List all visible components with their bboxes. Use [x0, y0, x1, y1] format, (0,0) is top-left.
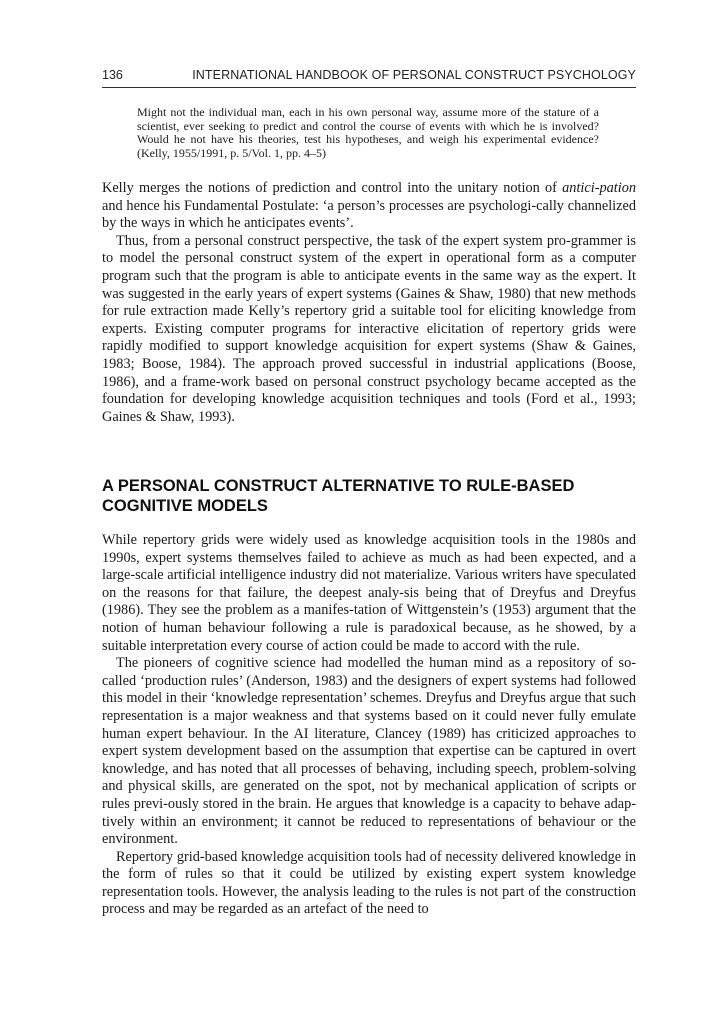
paragraph-text: Kelly merges the notions of prediction and control into the unitary notion of — [102, 180, 563, 196]
page-number: 136 — [102, 68, 123, 82]
paragraph: Repertory grid-based knowledge acquisition tools had of necessity delivered knowledge in the form of rules so that it could be utilized by existing expert system knowledge representation tools. However, the analysis leading to the rules is not part of the construction process and may be regarded as an artefact of the need to — [102, 848, 636, 918]
paragraph: While repertory grids were widely used as knowledge acquisition tools in the 1980s and 1990s, expert systems themselves failed to achieve as much as had been expected, and a large-scale artificial intelligence industry did not materialize. Various writers have speculated on the reasons for that failure, the deepest analy-sis being that of Dreyfus and Dreyfus (1986). They see the problem as a manifes-tation of Wittgenstein’s (1953) argument that the notion of human behaviour following a rule is paradoxical because, as he showed, by a suitable interpretation every course of action could be made to accord with the rule. — [102, 532, 636, 654]
section-heading — [102, 476, 636, 516]
running-title: INTERNATIONAL HANDBOOK OF PERSONAL CONSTRUCT PSYCHOLOGY — [192, 68, 636, 82]
paragraph — [102, 180, 636, 233]
italic-term: antici-pation — [562, 180, 636, 196]
block-quote: Might not the individual man, each in his own personal way, assume more of the stature of a scientist, ever seeking to predict and control the course of events with which he is involved? Would he not have his theories, test his hypotheses, and weigh his experimental evidence? (Kelly, 1955/1991, p. 5/Vol. 1, pp. 4–5) — [137, 105, 599, 160]
paragraph-text: and hence his Fundamental Postulate: ‘a person’s processes are psychologi-cally channelized by the ways in which he anticipates events’. — [102, 197, 636, 232]
paragraph: The pioneers of cognitive science had modelled the human mind as a repository of so-called ‘production rules’ (Anderson, 1983) and the designers of expert systems had followed this model in their ‘knowledge representation’ schemes. Dreyfus and Dreyfus argue that such representation is a major weakness and that systems based on it could never fully emulate human expert behaviour. In the AI literature, Clancey (1989) has criticized approaches to expert system development based on the assumption that expertise can be captured in overt knowledge, and has noted that all processes of behaving, including speech, problem-solving and physical skills, are generated on the spot, not by mechanical application of scripts or rules previ-ously stored in the brain. He argues that knowledge is a capacity to behave adap-tively within an environment; it cannot be reduced to representations of behaviour or the environment. — [102, 655, 636, 848]
section-heading-line: COGNITIVE MODELS — [102, 497, 268, 515]
running-header — [102, 63, 636, 88]
paragraph: Thus, from a personal construct perspective, the task of the expert system pro-grammer is to model the personal construct system of the expert in operational form as a computer program such that the program is able to anticipate events in the same way as the expert. It was suggested in the early years of expert systems (Gaines & Shaw, 1980) that new methods for rule extraction made Kelly’s repertory grid a suitable tool for eliciting knowledge from experts. Existing computer programs for interactive elicitation of repertory grids were rapidly modified to support knowledge acquisition for expert systems (Shaw & Gaines, 1983; Boose, 1984). The approach proved successful in industrial applications (Boose, 1986), and a frame-work based on personal construct psychology became accepted as the foundation for developing knowledge acquisition techniques and tools (Ford et al., 1993; Gaines & Shaw, 1993). — [102, 232, 636, 425]
section-heading-line: A PERSONAL CONSTRUCT ALTERNATIVE TO RULE-BASED — [102, 477, 575, 495]
section-body-text — [102, 532, 636, 919]
section-intro-text — [102, 180, 636, 426]
